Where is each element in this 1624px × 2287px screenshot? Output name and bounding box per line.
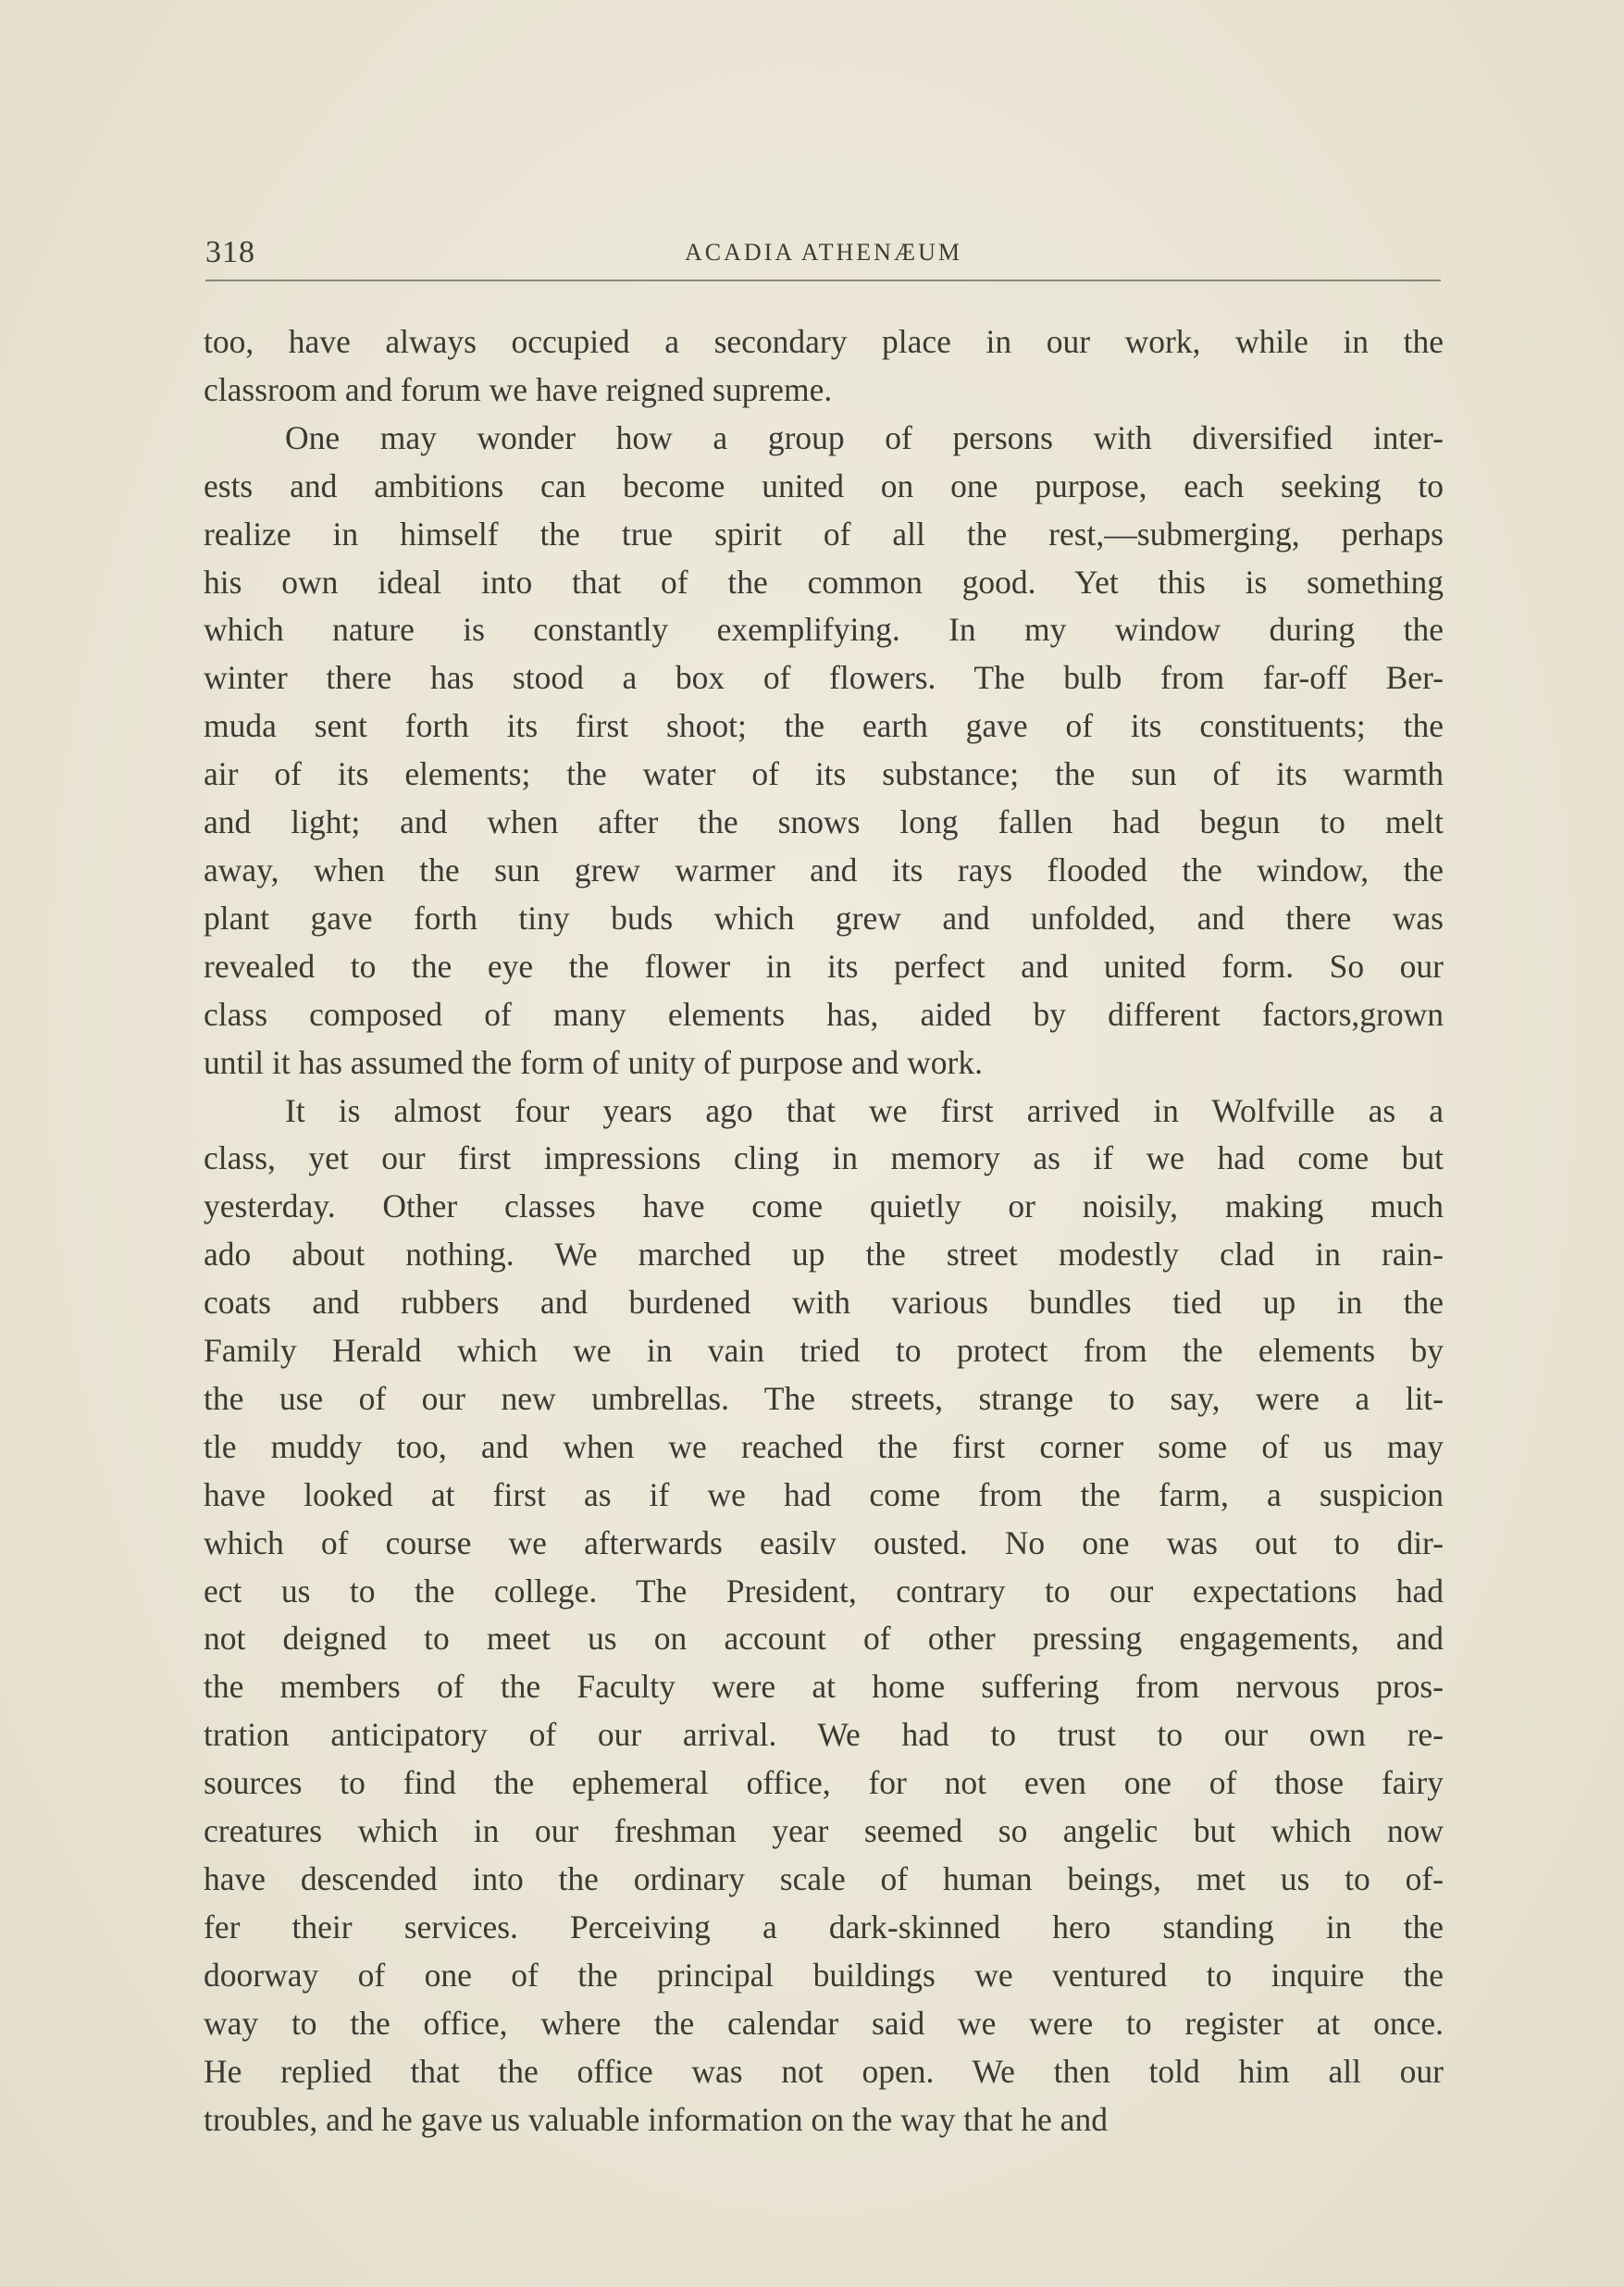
header-rule <box>205 280 1441 281</box>
text-line: and light; and when after the snows long fallen had begun to melt <box>204 803 1444 841</box>
text-line: class, yet our first impressions cling in memory as if we had come but <box>204 1139 1444 1177</box>
text-line: until it has assumed the form of unity of purpose and work. <box>204 1043 983 1081</box>
text-line: revealed to the eye the flower in its perfect and united form. So our <box>204 947 1444 985</box>
text-line: troubles, and he gave us valuable information on the way that he and <box>204 2100 1108 2138</box>
text-line: have looked at first as if we had come from the farm, a suspicion <box>204 1475 1444 1513</box>
text-line: realize in himself the true spirit of all the rest,—submerging, perhaps <box>204 515 1444 553</box>
text-line: the members of the Faculty were at home suffering from nervous pros- <box>204 1668 1444 1706</box>
text-line: yesterday. Other classes have come quietly or noisily, making much <box>204 1187 1444 1225</box>
text-line: classroom and forum we have reigned supreme. <box>204 370 833 408</box>
text-line: way to the office, where the calendar said we were to register at once. <box>204 2004 1444 2042</box>
page-number: 318 <box>205 235 255 269</box>
text-line: sources to find the ephemeral office, for not even one of those fairy <box>204 1764 1444 1802</box>
running-title: ACADIA ATHENÆUM <box>685 239 962 266</box>
text-line: tration anticipatory of our arrival. We had to trust to our own re- <box>204 1716 1444 1754</box>
text-line: class composed of many elements has, aided by different factors,grown <box>204 995 1444 1033</box>
text-line: which nature is constantly exemplifying. In my window during the <box>204 611 1444 649</box>
text-line: away, when the sun grew warmer and its rays flooded the window, the <box>204 851 1444 889</box>
text-line: his own ideal into that of the common good. Yet this is something <box>204 563 1444 601</box>
paragraph <box>204 1088 1444 2144</box>
text-line: He replied that the office was not open. We then told him all our <box>204 2052 1444 2090</box>
body-text <box>204 318 1444 2144</box>
text-line: winter there has stood a box of flowers. The bulb from far-off Ber- <box>204 659 1444 697</box>
text-line: Family Herald which we in vain tried to protect from the elements by <box>204 1332 1444 1370</box>
text-line: plant gave forth tiny buds which grew and unfolded, and there was <box>204 899 1444 937</box>
text-line: ado about nothing. We marched up the street modestly clad in rain- <box>204 1236 1444 1274</box>
page-header <box>204 231 1444 278</box>
text-line: too, have always occupied a secondary place in our work, while in the <box>204 323 1444 360</box>
text-line: air of its elements; the water of its substance; the sun of its warmth <box>204 755 1444 793</box>
text-line: the use of our new umbrellas. The streets, strange to say, were a lit- <box>204 1379 1444 1417</box>
text-line: ests and ambitions can become united on one purpose, each seeking to <box>204 466 1444 504</box>
text-line: which of course we afterwards easilv ousted. No one was out to dir- <box>204 1523 1444 1561</box>
text-line: fer their services. Perceiving a dark-skinned hero standing in the <box>204 1908 1444 1945</box>
text-line: ect us to the college. The President, contrary to our expectations had <box>204 1572 1444 1610</box>
text-line: muda sent forth its first shoot; the earth gave of its constituents; the <box>204 707 1444 745</box>
paragraph <box>204 415 1444 1088</box>
text-line: creatures which in our freshman year seemed so angelic but which now <box>204 1812 1444 1850</box>
paragraph <box>204 318 1444 415</box>
text-line: coats and rubbers and burdened with various bundles tied up in the <box>204 1284 1444 1322</box>
text-line: not deigned to meet us on account of other pressing engagements, and <box>204 1620 1444 1658</box>
text-line: doorway of one of the principal buildings we ventured to inquire the <box>204 1956 1444 1994</box>
text-line: It is almost four years ago that we first arrived in Wolfville as a <box>285 1091 1444 1129</box>
text-line: One may wonder how a group of persons with diversified inter- <box>285 418 1444 456</box>
text-line: have descended into the ordinary scale of human beings, met us to of- <box>204 1860 1444 1897</box>
text-line: tle muddy too, and when we reached the first corner some of us may <box>204 1427 1444 1465</box>
